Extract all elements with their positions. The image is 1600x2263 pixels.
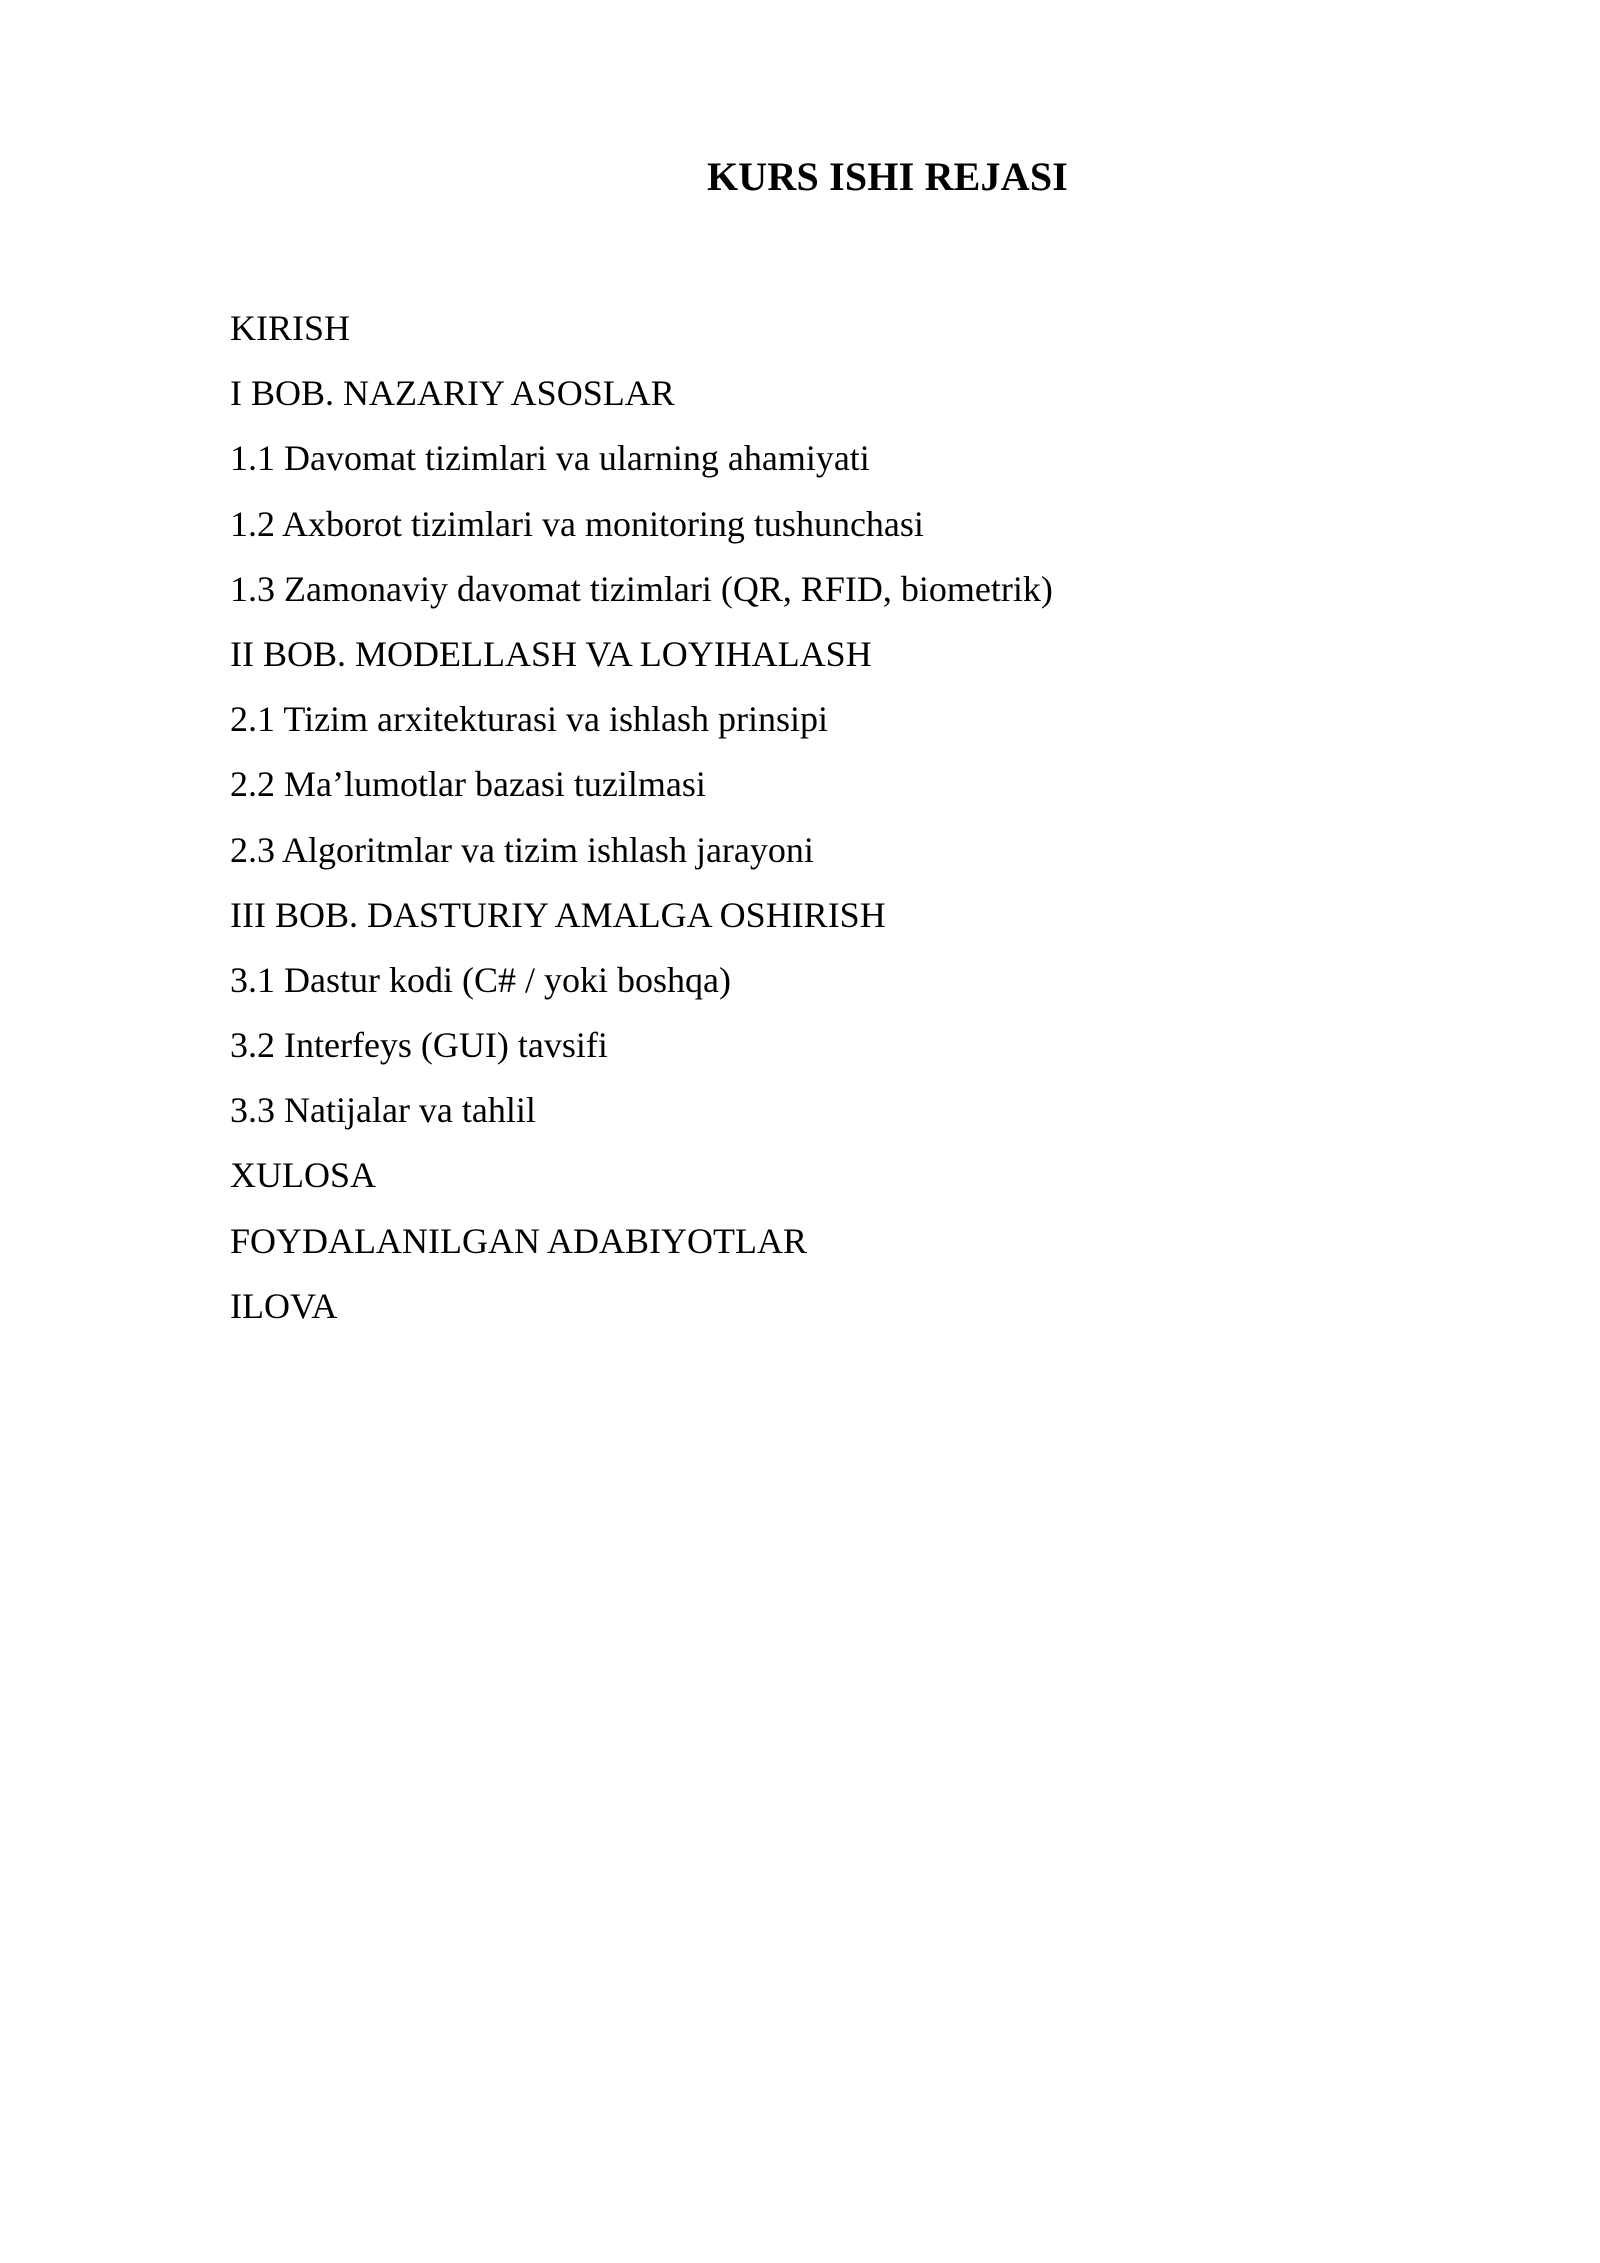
toc-item-2-3: 2.3 Algoritmlar va tizim ishlash jarayoni [230, 829, 814, 870]
toc-item-ilova: ILOVA [230, 1285, 338, 1326]
toc-item-kirish: KIRISH [230, 308, 351, 348]
toc-item-2-1: 2.1 Tizim arxitekturasi va ishlash prinsipi [230, 699, 828, 740]
toc-item-3-1: 3.1 Dastur kodi (C# / yoki boshqa) [230, 959, 731, 1000]
toc-item-xulosa: XULOSA [230, 1155, 377, 1196]
toc-item-chapter-1: I BOB. NAZARIY ASOSLAR [230, 373, 675, 414]
toc-item-2-2: 2.2 Ma’lumotlar bazasi tuzilmasi [230, 764, 706, 805]
toc-item-1-3: 1.3 Zamonaviy davomat tizimlari (QR, RFID, biometrik) [230, 568, 1053, 609]
toc-item-3-2: 3.2 Interfeys (GUI) tavsifi [230, 1025, 608, 1066]
table-of-contents [230, 296, 1053, 1339]
toc-item-chapter-3: III BOB. DASTURIY AMALGA OSHIRISH [230, 894, 886, 935]
toc-item-adabiyotlar: FOYDALANILGAN ADABIYOTLAR [230, 1220, 807, 1261]
toc-item-1-1: 1.1 Davomat tizimlari va ularning ahamiyati [230, 438, 870, 479]
page-title: KURS ISHI REJASI [706, 154, 1069, 199]
toc-item-1-2: 1.2 Axborot tizimlari va monitoring tushunchasi [230, 503, 924, 544]
toc-item-chapter-2: II BOB. MODELLASH VA LOYIHALASH [230, 633, 872, 674]
toc-item-3-3: 3.3 Natijalar va tahlil [230, 1090, 536, 1131]
